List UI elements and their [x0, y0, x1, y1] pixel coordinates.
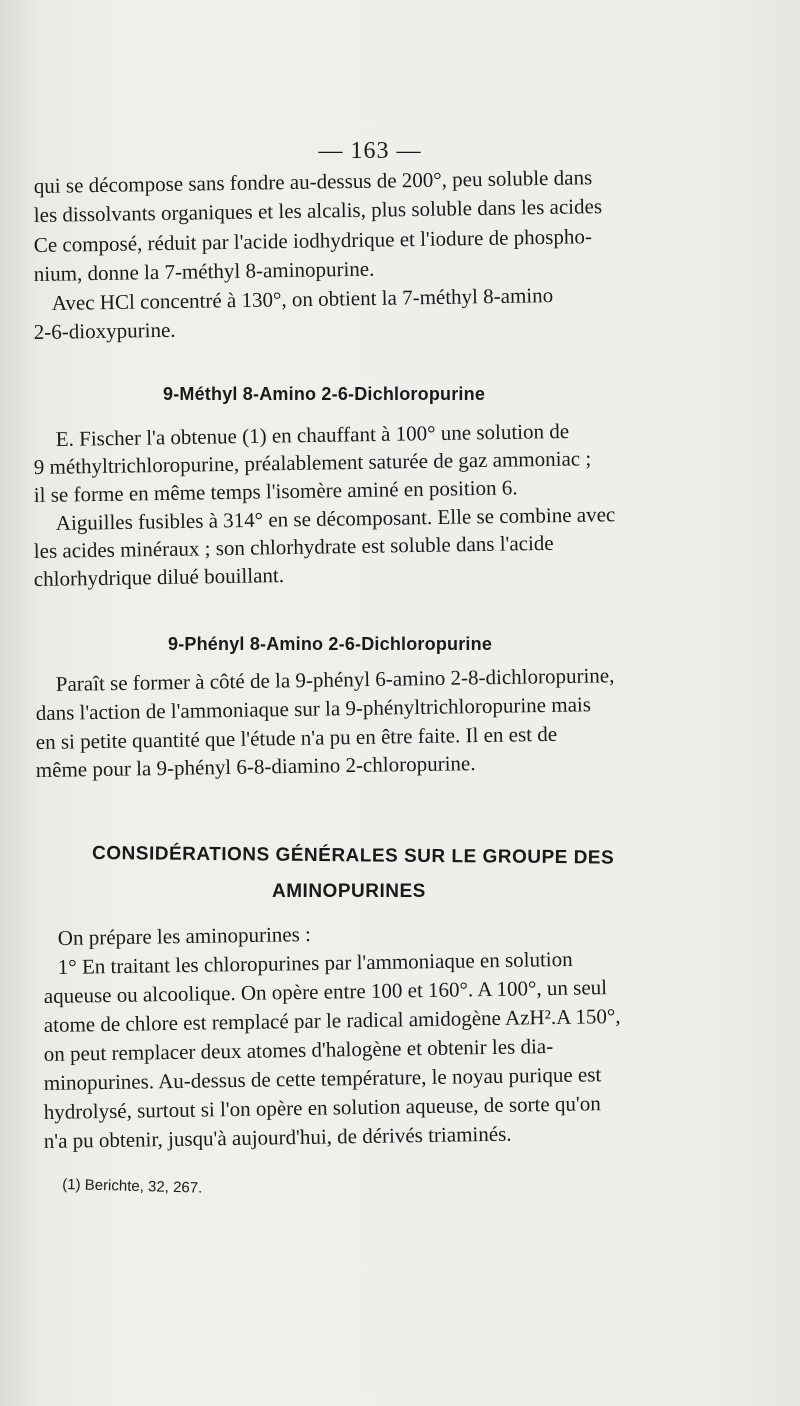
- text-line: minopurines. Au-dessus de cette température, le noyau purique est: [43, 1062, 602, 1095]
- text-line: On prépare les aminopurines :: [57, 922, 312, 950]
- text-line: les acides minéraux ; son chlorhydrate est soluble dans l'acide: [33, 530, 554, 563]
- text-line: dans l'action de l'ammoniaque sur la 9-phényltrichloropurine mais: [35, 692, 592, 725]
- text-line: Aiguilles fusibles à 314° en se décomposant. Elle se combine avec: [55, 502, 616, 535]
- section-heading: 9-Phényl 8-Amino 2-6-Dichloropurine: [168, 634, 493, 654]
- text-line: les dissolvants organiques et les alcalis, plus soluble dans les acides: [33, 194, 603, 227]
- footnote: (1) Berichte, 32, 267.: [62, 1176, 203, 1197]
- text-line: il se forme en même temps l'isomère aminé en position 6.: [33, 475, 518, 507]
- text-line: hydrolysé, surtout si l'on opère en solution aqueuse, de sorte qu'on: [43, 1091, 601, 1124]
- text-line: 2-6-dioxypurine.: [33, 317, 176, 344]
- text-line: 9 méthyltrichloropurine, préalablement saturée de gaz ammoniac ;: [33, 446, 592, 479]
- text-line: qui se décompose sans fondre au-dessus de 200°, peu soluble dans: [33, 165, 593, 198]
- text-line: même pour la 9-phényl 6-8-diamino 2-chloropurine.: [35, 751, 476, 782]
- text-line: atome de chlore est remplacé par le radical amidogène AzH².A 150°,: [43, 1003, 621, 1037]
- text-line: Ce composé, réduit par l'acide iodhydrique et l'iodure de phospho-: [33, 224, 593, 257]
- text-line: n'a pu obtenir, jusqu'à aujourd'hui, de dérivés triaminés.: [43, 1121, 512, 1153]
- page-number: — 163 —: [318, 138, 422, 164]
- text-line: chlorhydrique dilué bouillant.: [33, 563, 285, 591]
- text-line: Paraît se former à côté de la 9-phényl 6-amino 2-8-dichloropurine,: [55, 663, 615, 696]
- text-line: aqueuse ou alcoolique. On opère entre 100 et 160°. A 100°, un seul: [43, 975, 608, 1008]
- text-line: on peut remplacer deux atomes d'halogène et obtenir les dia-: [43, 1034, 554, 1066]
- text-line: E. Fischer l'a obtenue (1) en chauffant à 100° une solution de: [55, 418, 570, 451]
- section-heading: AMINOPURINES: [272, 881, 426, 902]
- text-line: 1° En traitant les chloropurines par l'ammoniaque en solution: [57, 946, 573, 979]
- text-line: nium, donne la 7-méthyl 8-aminopurine.: [33, 256, 375, 286]
- text-line: en si petite quantité que l'étude n'a pu en être faite. Il en est de: [35, 721, 558, 754]
- section-heading: 9-Méthyl 8-Amino 2-6-Dichloropurine: [163, 384, 486, 404]
- text-line: Avec HCl concentré à 130°, on obtient la 7-méthyl 8-amino: [51, 283, 554, 315]
- section-heading: CONSIDÉRATIONS GÉNÉRALES SUR LE GROUPE DES: [92, 843, 615, 869]
